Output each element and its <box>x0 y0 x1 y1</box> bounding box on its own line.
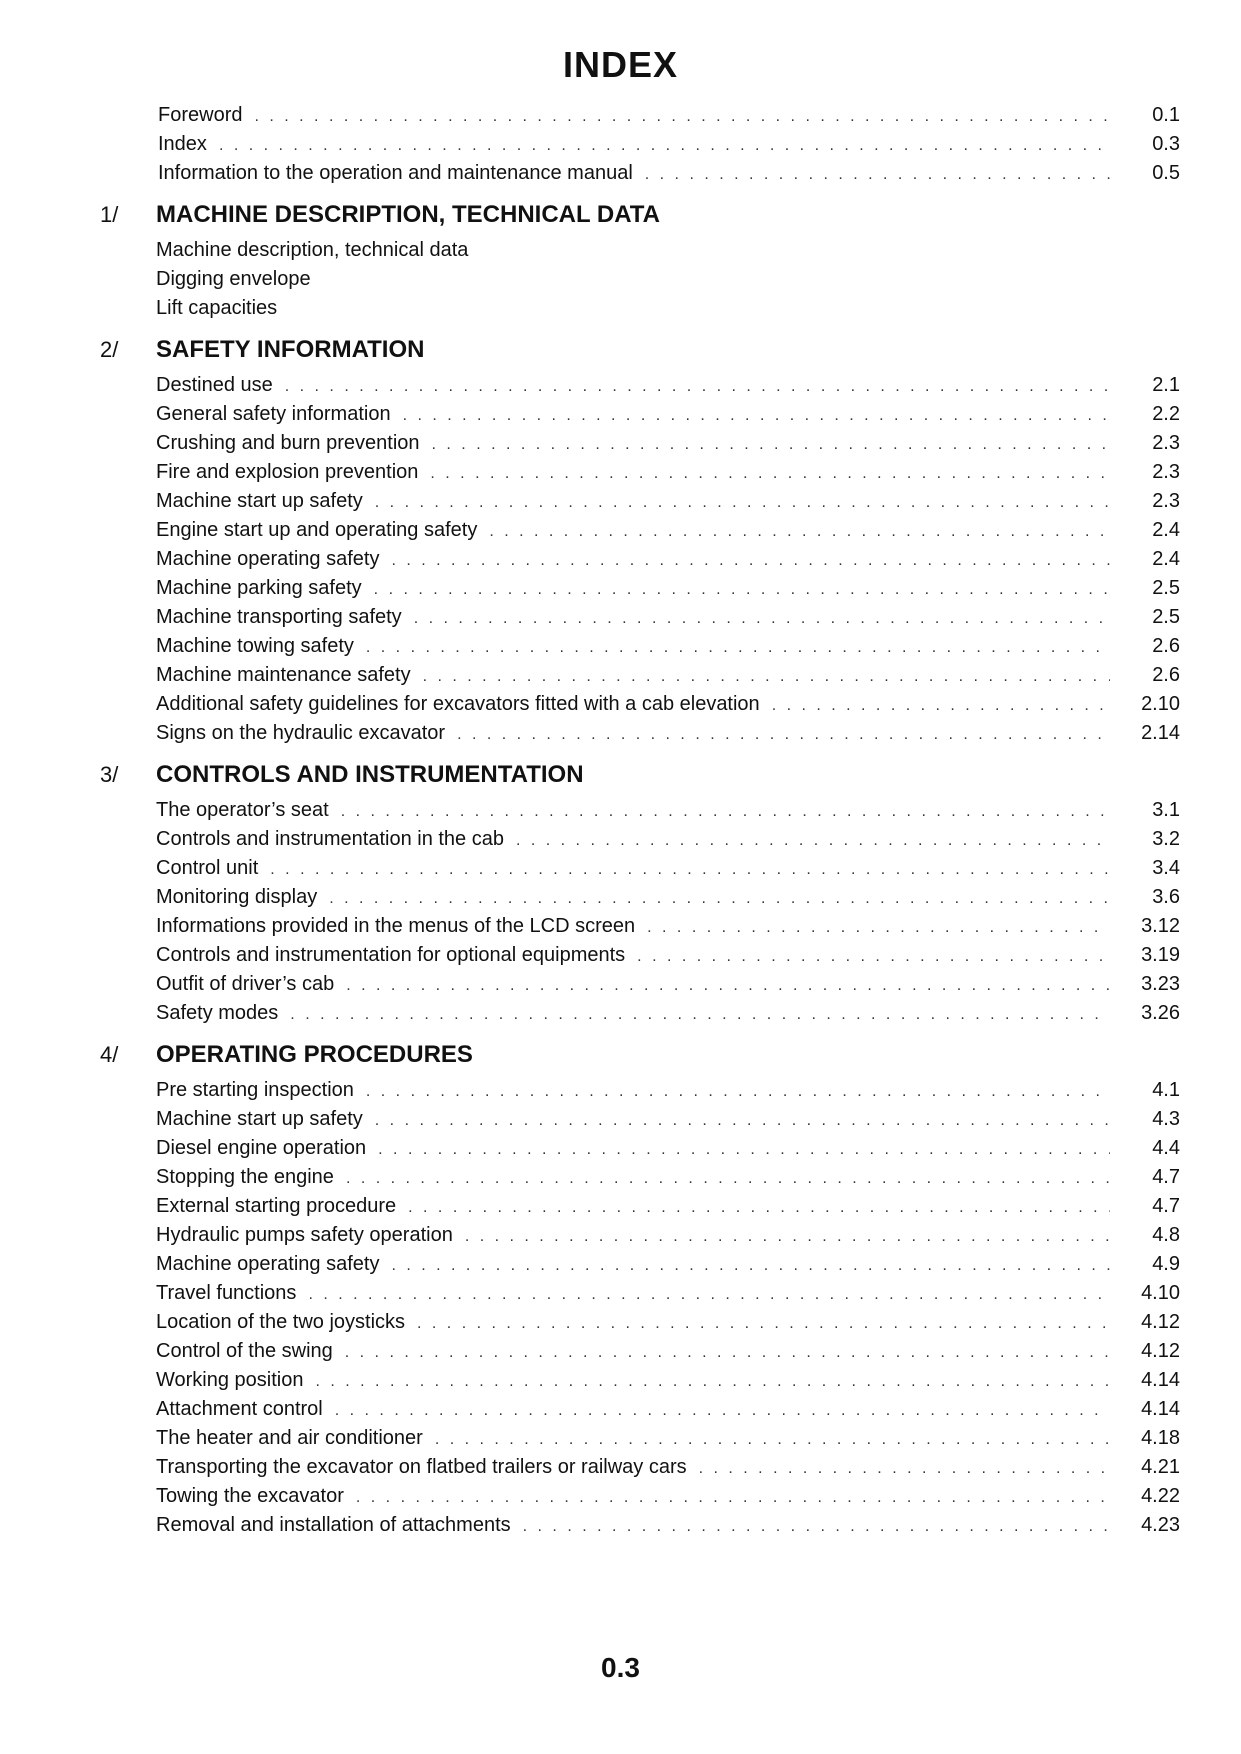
toc-entry <box>156 1514 1180 1543</box>
toc-entry-label: General safety information <box>156 403 391 425</box>
toc-entry <box>156 1340 1180 1369</box>
toc-entry-page: 2.6 <box>1152 664 1180 686</box>
toc-section <box>100 1041 1180 1543</box>
toc-entry-page: 3.19 <box>1141 944 1180 966</box>
dot-leader <box>378 1141 1110 1159</box>
dot-leader <box>391 1257 1110 1275</box>
toc-entry <box>156 828 1180 857</box>
toc-entry-label: Control unit <box>156 857 259 879</box>
dot-leader <box>375 1112 1110 1130</box>
toc-entry <box>156 1002 1180 1031</box>
dot-leader <box>403 407 1110 425</box>
toc-entry <box>156 1282 1180 1311</box>
section-number: 3/ <box>100 762 119 787</box>
toc-entry-page: 4.21 <box>1141 1456 1180 1478</box>
toc-entry <box>156 1427 1180 1456</box>
dot-leader <box>408 1199 1110 1217</box>
dot-leader <box>645 166 1110 184</box>
toc-entry-label: Additional safety guidelines for excavators fitted with a cab elevation <box>156 693 760 715</box>
toc-entry-page: 4.9 <box>1152 1253 1180 1275</box>
toc-entry <box>156 548 1180 577</box>
section-title: SAFETY INFORMATION <box>156 336 425 363</box>
toc-section <box>100 201 1180 326</box>
dot-leader <box>391 552 1110 570</box>
toc-entry-label: Fire and explosion prevention <box>156 461 419 483</box>
toc-entry-page: 4.1 <box>1152 1079 1180 1101</box>
toc-entry-page: 3.12 <box>1141 915 1180 937</box>
toc-entry <box>156 606 1180 635</box>
toc-entry-label: Information to the operation and maintenance manual <box>158 162 633 184</box>
toc-entry <box>156 973 1180 1002</box>
toc-entry-label: Machine start up safety <box>156 490 363 512</box>
section-title: CONTROLS AND INSTRUMENTATION <box>156 761 584 788</box>
toc-entry-page: 2.4 <box>1152 519 1180 541</box>
toc-entry-page: 2.3 <box>1152 490 1180 512</box>
toc-entry-page: 2.5 <box>1152 577 1180 599</box>
toc-entry-label: Machine parking safety <box>156 577 362 599</box>
section-heading <box>100 201 1180 239</box>
dot-leader <box>465 1228 1110 1246</box>
toc-entry <box>156 1398 1180 1427</box>
toc-entry-page: 2.2 <box>1152 403 1180 425</box>
toc-entry-page: 4.8 <box>1152 1224 1180 1246</box>
toc-entry-label: Machine towing safety <box>156 635 354 657</box>
toc-entry-label: Removal and installation of attachments <box>156 1514 511 1536</box>
toc-entry <box>156 1311 1180 1340</box>
dot-leader <box>254 108 1110 126</box>
toc-entry-label: Travel functions <box>156 1282 297 1304</box>
toc-entry <box>158 162 1180 191</box>
toc-entry-label: Controls and instrumentation for optional equipments <box>156 944 626 966</box>
section-entries <box>100 239 1180 326</box>
toc-entry <box>156 1369 1180 1398</box>
dot-leader <box>219 137 1110 155</box>
toc-entry-label: Transporting the excavator on flatbed trailers or railway cars <box>156 1456 687 1478</box>
toc-entry-label: Safety modes <box>156 1002 279 1024</box>
toc-entry-label: Crushing and burn prevention <box>156 432 420 454</box>
dot-leader <box>772 697 1110 715</box>
dot-leader <box>414 610 1110 628</box>
toc-entry-label: External starting procedure <box>156 1195 397 1217</box>
toc-entry-page: 4.10 <box>1141 1282 1180 1304</box>
toc-entry-page: 2.6 <box>1152 635 1180 657</box>
toc-entry <box>156 1485 1180 1514</box>
toc-entry-page: 3.1 <box>1152 799 1180 821</box>
toc-entry-page: 3.4 <box>1152 857 1180 879</box>
toc-entry <box>156 432 1180 461</box>
toc-entry <box>156 722 1180 751</box>
toc-entry-label: Pre starting inspection <box>156 1079 354 1101</box>
toc-entry <box>156 1195 1180 1224</box>
toc-entry-page: 4.7 <box>1152 1166 1180 1188</box>
toc-entry-page: 4.14 <box>1141 1369 1180 1391</box>
toc-entry-page: 4.23 <box>1141 1514 1180 1536</box>
toc-entry-page: 2.1 <box>1152 374 1180 396</box>
dot-leader <box>375 494 1110 512</box>
dot-leader <box>432 436 1110 454</box>
section-title: MACHINE DESCRIPTION, TECHNICAL DATA <box>156 201 660 228</box>
dot-leader <box>523 1518 1110 1536</box>
toc-entry-page: 2.10 <box>1141 693 1180 715</box>
section-entries <box>100 374 1180 751</box>
toc-entry <box>156 490 1180 519</box>
dot-leader <box>366 639 1110 657</box>
dot-leader <box>345 1344 1110 1362</box>
toc-entry <box>156 1253 1180 1282</box>
toc-entry-label: Control of the swing <box>156 1340 333 1362</box>
section-title: OPERATING PROCEDURES <box>156 1041 473 1068</box>
toc-entry-label: Controls and instrumentation in the cab <box>156 828 504 850</box>
toc-entry-page: 4.14 <box>1141 1398 1180 1420</box>
toc-entry-label: Machine start up safety <box>156 1108 363 1130</box>
dot-leader <box>457 726 1110 744</box>
toc-entry <box>156 374 1180 403</box>
toc-entry <box>158 104 1180 133</box>
dot-leader <box>699 1460 1110 1478</box>
toc-section <box>100 761 1180 1031</box>
toc-entry-label: Digging envelope <box>156 268 311 290</box>
toc-entry <box>156 1079 1180 1108</box>
dot-leader <box>308 1286 1110 1304</box>
table-of-contents <box>100 104 1180 1543</box>
toc-entry-label: Towing the excavator <box>156 1485 344 1507</box>
toc-entry-page: 3.6 <box>1152 886 1180 908</box>
toc-entry-label: Destined use <box>156 374 273 396</box>
toc-entry-label: Diesel engine operation <box>156 1137 367 1159</box>
dot-leader <box>489 523 1110 541</box>
toc-entry-label: Outfit of driver’s cab <box>156 973 335 995</box>
toc-entry-page: 3.2 <box>1152 828 1180 850</box>
toc-entry <box>156 857 1180 886</box>
toc-entry-page: 4.3 <box>1152 1108 1180 1130</box>
toc-entry-page: 2.5 <box>1152 606 1180 628</box>
toc-entry-label: Monitoring display <box>156 886 318 908</box>
toc-entry <box>156 1108 1180 1137</box>
toc-entry <box>156 577 1180 606</box>
toc-entry-label: Foreword <box>158 104 243 126</box>
dot-leader <box>335 1402 1110 1420</box>
dot-leader <box>423 668 1110 686</box>
section-number: 1/ <box>100 202 119 227</box>
section-heading <box>100 336 1180 374</box>
dot-leader <box>516 832 1110 850</box>
page-title: INDEX <box>562 44 679 85</box>
dot-leader <box>435 1431 1110 1449</box>
section-number: 2/ <box>100 337 119 362</box>
toc-entry <box>156 944 1180 973</box>
toc-entry-page: 4.18 <box>1141 1427 1180 1449</box>
section-heading <box>100 1041 1180 1079</box>
dot-leader <box>417 1315 1110 1333</box>
toc-entry <box>158 133 1180 162</box>
toc-entry-label: Lift capacities <box>156 297 278 319</box>
dot-leader <box>366 1083 1110 1101</box>
section-number: 4/ <box>100 1042 119 1067</box>
toc-entry-label: Signs on the hydraulic excavator <box>156 722 446 744</box>
toc-entry-page: 0.5 <box>1152 162 1180 184</box>
toc-entry-page: 4.7 <box>1152 1195 1180 1217</box>
toc-entry <box>156 403 1180 432</box>
toc-entry-page: 4.12 <box>1141 1311 1180 1333</box>
toc-entry-label: The heater and air conditioner <box>156 1427 423 1449</box>
toc-entry-label: Working position <box>156 1369 304 1391</box>
toc-entry-page: 2.3 <box>1152 461 1180 483</box>
toc-entry-label: Hydraulic pumps safety operation <box>156 1224 453 1246</box>
section-entries <box>100 1079 1180 1543</box>
toc-entry-page: 3.23 <box>1141 973 1180 995</box>
toc-entry <box>156 635 1180 664</box>
toc-entry-label: Index <box>158 133 207 155</box>
toc-entry-label: Machine transporting safety <box>156 606 402 628</box>
dot-leader <box>346 1170 1110 1188</box>
toc-entry <box>156 461 1180 490</box>
toc-entry-label: Informations provided in the menus of the LCD screen <box>156 915 636 937</box>
toc-section <box>100 336 1180 751</box>
dot-leader <box>430 465 1110 483</box>
toc-entry-page: 0.3 <box>1152 133 1180 155</box>
dot-leader <box>285 378 1110 396</box>
toc-entry <box>156 1224 1180 1253</box>
toc-entry <box>156 1456 1180 1485</box>
page-number: 0.3 <box>601 1652 640 1683</box>
dot-leader <box>315 1373 1110 1391</box>
dot-leader <box>374 581 1110 599</box>
section-heading <box>100 761 1180 799</box>
toc-entry <box>156 915 1180 944</box>
toc-entry <box>156 1166 1180 1195</box>
toc-entry <box>156 799 1180 828</box>
dot-leader <box>290 1006 1110 1024</box>
toc-sections <box>100 201 1180 1543</box>
toc-entry <box>156 519 1180 548</box>
toc-entry-page: 4.4 <box>1152 1137 1180 1159</box>
toc-entry-page: 0.1 <box>1152 104 1180 126</box>
section-entries <box>100 799 1180 1031</box>
toc-entry-label: Machine description, technical data <box>156 239 469 261</box>
toc-entry-label: Location of the two joysticks <box>156 1311 406 1333</box>
dot-leader <box>356 1489 1110 1507</box>
toc-entry-page: 3.26 <box>1141 1002 1180 1024</box>
toc-entry-page: 2.4 <box>1152 548 1180 570</box>
toc-entry <box>156 664 1180 693</box>
toc-entry-label: Attachment control <box>156 1398 323 1420</box>
toc-entry-page: 4.12 <box>1141 1340 1180 1362</box>
toc-entry <box>156 693 1180 722</box>
toc-entry-page: 2.3 <box>1152 432 1180 454</box>
dot-leader <box>637 948 1110 966</box>
toc-entry-label: Machine operating safety <box>156 1253 380 1275</box>
toc-entry-label: Machine operating safety <box>156 548 380 570</box>
toc-entry-page: 2.14 <box>1141 722 1180 744</box>
toc-entry-label: Engine start up and operating safety <box>156 519 478 541</box>
dot-leader <box>341 803 1110 821</box>
intro-entries <box>100 104 1180 191</box>
dot-leader <box>270 861 1110 879</box>
toc-entry-label: Machine maintenance safety <box>156 664 411 686</box>
dot-leader <box>346 977 1110 995</box>
dot-leader <box>647 919 1110 937</box>
toc-entry <box>156 1137 1180 1166</box>
dot-leader <box>329 890 1110 908</box>
toc-entry-label: The operator’s seat <box>156 799 329 821</box>
toc-entry-label: Stopping the engine <box>156 1166 334 1188</box>
toc-entry <box>156 886 1180 915</box>
toc-entry-page: 4.22 <box>1141 1485 1180 1507</box>
